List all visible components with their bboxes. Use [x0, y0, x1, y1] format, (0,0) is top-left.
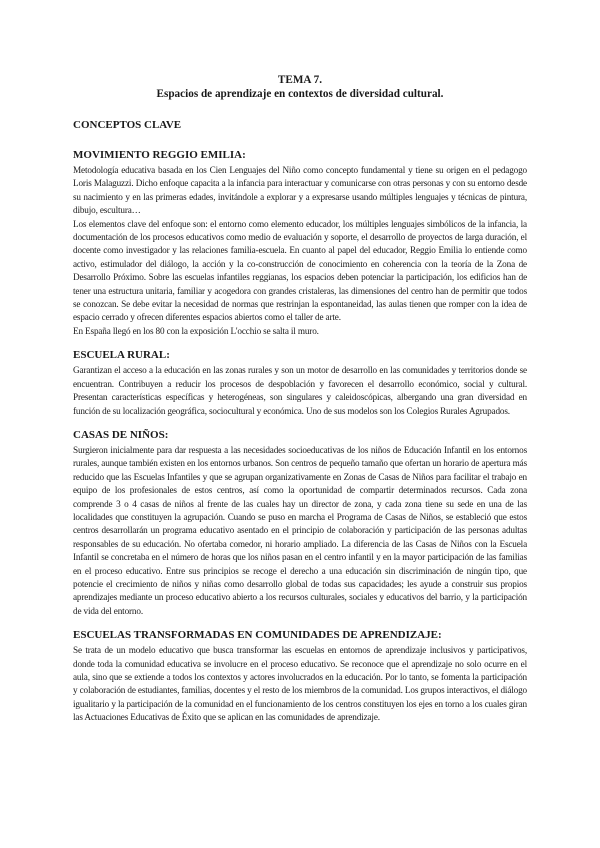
section-paragraph: Garantizan el acceso a la educación en las zonas rurales y son un motor de desarrollo en las comunidades y territorios donde se encuentran. Contribuyen a reducir los procesos de despoblación y favorecen el desarrollo económico, social y cultural. Presentan características específicas y heterogéneas, son singulares y caleidoscópicas, albergando una gran diversidad en función de su localización geográfica, sociocultural y económica. Uno de sus modelos son los Colegios Rurales Agrupados.	[73, 365, 527, 416]
section-comunidades-aprendizaje	[73, 628, 527, 724]
document-title: TEMA 7.	[277, 74, 323, 86]
concepts-heading: CONCEPTOS CLAVE	[73, 119, 182, 131]
section-paragraph: Los elementos clave del enfoque son: el entorno como elemento educador, los múltiples lenguajes simbólicos de la infancia, la documentación de los procesos educativos como medio de evaluación y soporte, el desarrollo de proyectos de larga duración, el docente como investigador y las relaciones familia-escuela. En cuanto al papel del educador, Reggio Emilia lo entiende como activo, estimulador del diálogo, la acción y la co-construcción de conocimiento en coherencia con la teoría de la Zona de Desarrollo Próximo. Sobre las escuelas infantiles reggianas, los espacios deben potenciar la participación, los edificios han de tener una estructura unitaria, familiar y acogedora con grandes cristaleras, las dimensiones del centro han de permitir que todos se conozcan. Se debe evitar la necesidad de normas que restrinjan la espontaneidad, las aulas tienen que romper con la idea de espacio cerrado y ofrecen diferentes espacios abiertos como el taller de arte.	[73, 218, 527, 323]
section-paragraph: Metodología educativa basada en los Cien Lenguajes del Niño como concepto fundamental y tiene su origen en el pedagogo Loris Malaguzzi. Dicho enfoque capacita a la infancia para interactuar y comunicarse con otras personas y con su entorno desde su nacimiento y en las primeras edades, invitándole a explorar y a expresarse usando múltiples lenguajes y técnicas de pintura, dibujo, escultura…	[73, 165, 527, 216]
section-escuela-rural	[73, 348, 527, 418]
section-casas-de-ninos	[73, 428, 527, 618]
section-heading: ESCUELA RURAL:	[73, 349, 170, 362]
section-heading: CASAS DE NIÑOS:	[73, 428, 169, 441]
section-paragraph: Surgieron inicialmente para dar respuesta a las necesidades socioeducativas de los niños de Educación Infantil en los entornos rurales, aunque también existen en los entornos urbanos. Son centros de pequeño tamaño que ofertan un horario de apertura más reducido que las Escuelas Infantiles y que se agrupan organizativamente en Zonas de Casas de Niños para facilitar el trabajo en equipo de los profesionales de estos centros, así como la oportunidad de compartir determinados recursos. Cada zona comprende 3 o 4 casas de niños al frente de las cuales hay un director de zona, y cada zona tiene su sede en una de las localidades que constituyen la agrupación. Cuando se puso en marcha el Programa de Casas de Niños, se estableció que estos centros desarrollarán un programa educativo asentado en el principio de colaboración y participación de las personas adultas responsables de su educación. No ofertaba comedor, ni horario ampliado. La diferencia de las Casas de Niños con la Escuela Infantil se concretaba en el número de horas que los niños pasan en el centro infantil y en la mayor participación de las familias en el proceso educativo. Entre sus principios se recoge el derecho a una educación sin discriminación de ningún tipo, que potencie el crecimiento de niños y niñas como desarrollo global de todas sus capacidades; les ayude a construir sus propios aprendizajes mediante un proceso educativo abierto a los recursos culturales, sociales y educativos del barrio, y la participación de vida del entorno.	[73, 444, 527, 616]
section-paragraph: En España llegó en los 80 con la exposición L'occhio se salta il muro.	[73, 325, 319, 336]
section-reggio-emilia	[73, 148, 527, 338]
section-heading: ESCUELAS TRANSFORMADAS EN COMUNIDADES DE APRENDIZAJE:	[73, 629, 442, 642]
section-paragraph: Se trata de un modelo educativo que busca transformar las escuelas en entornos de aprendizaje inclusivos y participativos, donde toda la comunidad educativa se involucre en el proceso educativo. Se reconoce que el aprendizaje no solo ocurre en el aula, sino que se extiende a todos los contextos y actores involucrados en la educación. Por lo tanto, se fomenta la participación y colaboración de estudiantes, familias, docentes y el resto de los miembros de la comunidad. Los grupos interactivos, el diálogo igualitario y la participación de la comunidad en el funcionamiento de los centros constituyen los ejes en torno a los cuales giran las Actuaciones Educativas de Éxito que se aplican en las comunidades de aprendizaje.	[73, 645, 527, 723]
document-page	[73, 73, 527, 735]
document-subtitle: Espacios de aprendizaje en contextos de diversidad cultural.	[156, 88, 444, 100]
section-heading: MOVIMIENTO REGGIO EMILIA:	[73, 149, 246, 161]
